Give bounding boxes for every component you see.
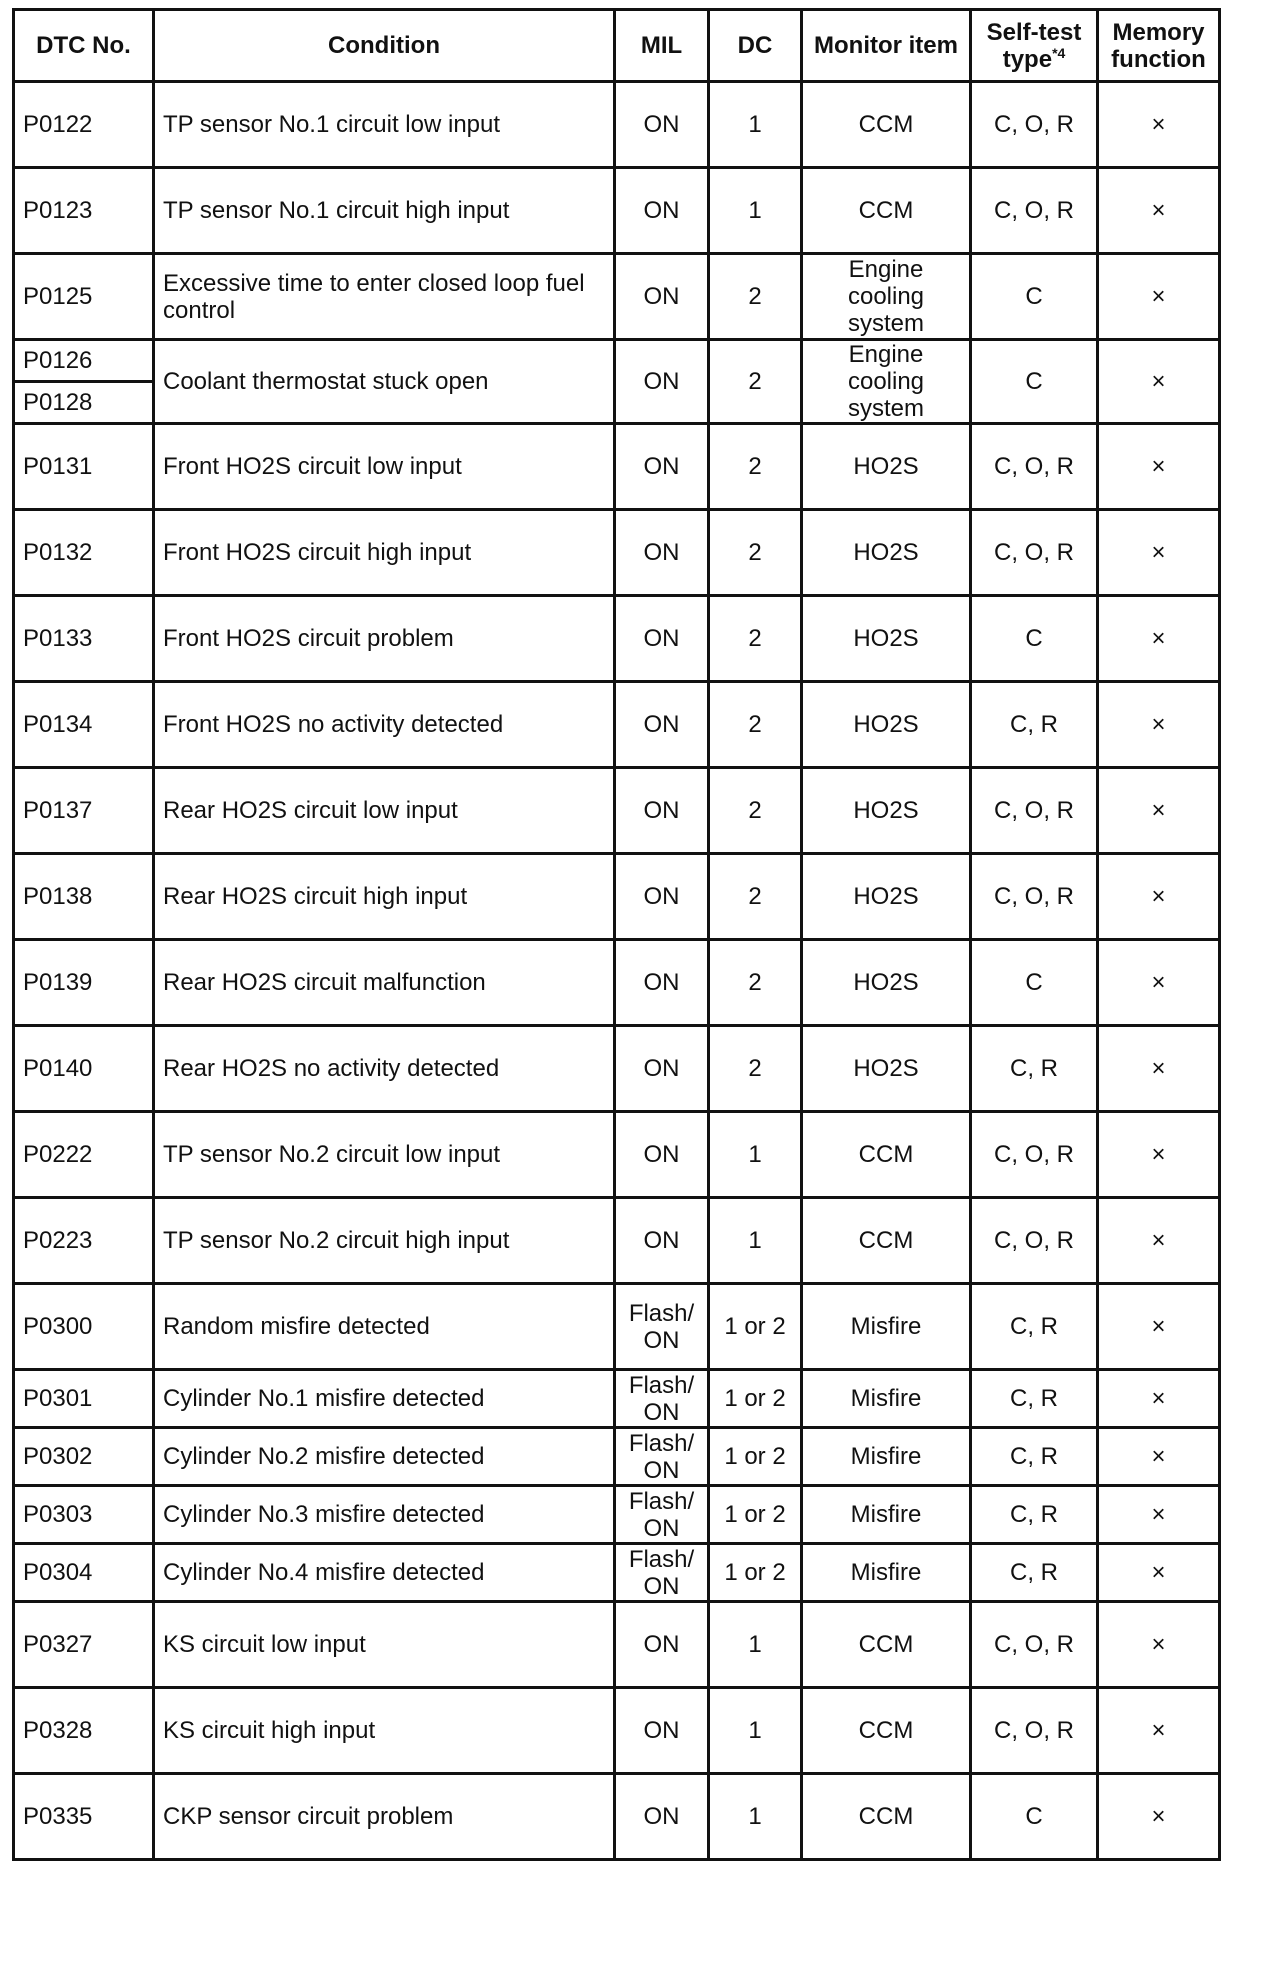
condition-cell: Front HO2S circuit low input	[154, 424, 615, 510]
mil-cell: Flash/ ON	[615, 1544, 709, 1602]
monitor-item-cell: HO2S	[802, 510, 971, 596]
memory-function-cell: ×	[1098, 1486, 1220, 1544]
memory-function-cell: ×	[1098, 1284, 1220, 1370]
self-test-cell: C, O, R	[971, 1602, 1098, 1688]
monitor-item-cell: Misfire	[802, 1428, 971, 1486]
memory-function-cell: ×	[1098, 82, 1220, 168]
dtc-code: P0122	[14, 82, 154, 168]
condition-cell: KS circuit high input	[154, 1688, 615, 1774]
dc-cell: 2	[709, 1026, 802, 1112]
memory-function-cell: ×	[1098, 1602, 1220, 1688]
dtc-code: P0222	[14, 1112, 154, 1198]
monitor-item-cell: Engine cooling system	[802, 340, 971, 424]
header-mil: MIL	[615, 10, 709, 82]
mil-cell: ON	[615, 940, 709, 1026]
table-row	[14, 1602, 1220, 1688]
self-test-cell: C, R	[971, 1544, 1098, 1602]
memory-function-cell: ×	[1098, 682, 1220, 768]
mil-cell: Flash/ ON	[615, 1486, 709, 1544]
mil-cell: ON	[615, 596, 709, 682]
monitor-item-cell: CCM	[802, 1774, 971, 1860]
dtc-code: P0300	[14, 1284, 154, 1370]
self-test-cell: C, O, R	[971, 82, 1098, 168]
monitor-item-cell: CCM	[802, 1112, 971, 1198]
memory-function-cell: ×	[1098, 340, 1220, 424]
condition-cell: TP sensor No.2 circuit high input	[154, 1198, 615, 1284]
condition-cell: Random misfire detected	[154, 1284, 615, 1370]
self-test-cell: C	[971, 340, 1098, 424]
mil-cell: ON	[615, 1774, 709, 1860]
self-test-cell: C	[971, 940, 1098, 1026]
table-row	[14, 424, 1220, 510]
memory-function-cell: ×	[1098, 1544, 1220, 1602]
dc-cell: 1 or 2	[709, 1428, 802, 1486]
table-row	[14, 682, 1220, 768]
dc-cell: 1	[709, 1688, 802, 1774]
table-row	[14, 1112, 1220, 1198]
header-memory-function: Memory function	[1098, 10, 1220, 82]
condition-cell: Coolant thermostat stuck open	[154, 340, 615, 424]
mil-cell: ON	[615, 168, 709, 254]
monitor-item-cell: HO2S	[802, 682, 971, 768]
dc-cell: 2	[709, 340, 802, 424]
header-row	[14, 10, 1220, 82]
dc-cell: 1	[709, 82, 802, 168]
self-test-cell: C, R	[971, 1284, 1098, 1370]
mil-cell: Flash/ ON	[615, 1428, 709, 1486]
memory-function-cell: ×	[1098, 596, 1220, 682]
monitor-item-cell: HO2S	[802, 424, 971, 510]
monitor-item-cell: CCM	[802, 1688, 971, 1774]
monitor-item-cell: CCM	[802, 82, 971, 168]
condition-cell: Rear HO2S circuit high input	[154, 854, 615, 940]
dc-cell: 2	[709, 510, 802, 596]
table-row	[14, 168, 1220, 254]
memory-function-cell: ×	[1098, 168, 1220, 254]
memory-function-cell: ×	[1098, 1688, 1220, 1774]
condition-cell: Front HO2S circuit high input	[154, 510, 615, 596]
self-test-cell: C, R	[971, 1026, 1098, 1112]
condition-cell: TP sensor No.1 circuit low input	[154, 82, 615, 168]
self-test-cell: C, O, R	[971, 168, 1098, 254]
memory-function-cell: ×	[1098, 510, 1220, 596]
dtc-code: P0328	[14, 1688, 154, 1774]
mil-cell: ON	[615, 510, 709, 596]
dtc-code: P0133	[14, 596, 154, 682]
self-test-cell: C, O, R	[971, 1198, 1098, 1284]
table-row	[14, 82, 1220, 168]
table-row	[14, 1026, 1220, 1112]
monitor-item-cell: HO2S	[802, 1026, 971, 1112]
dtc-code: P0134	[14, 682, 154, 768]
dc-cell: 1 or 2	[709, 1486, 802, 1544]
header-condition: Condition	[154, 10, 615, 82]
memory-function-cell: ×	[1098, 1198, 1220, 1284]
memory-function-cell: ×	[1098, 1026, 1220, 1112]
dc-cell: 2	[709, 424, 802, 510]
condition-cell: Rear HO2S circuit low input	[154, 768, 615, 854]
table-row	[14, 768, 1220, 854]
dtc-code: P0131	[14, 424, 154, 510]
dc-cell: 1	[709, 1602, 802, 1688]
monitor-item-cell: CCM	[802, 1198, 971, 1284]
monitor-item-cell: Misfire	[802, 1486, 971, 1544]
monitor-item-cell: Engine cooling system	[802, 254, 971, 340]
dc-cell: 1	[709, 1198, 802, 1284]
dtc-code: P0301	[14, 1370, 154, 1428]
table-row	[14, 340, 1220, 382]
memory-function-cell: ×	[1098, 1370, 1220, 1428]
dtc-code: P0125	[14, 254, 154, 340]
dc-cell: 2	[709, 596, 802, 682]
mil-cell: ON	[615, 1026, 709, 1112]
memory-function-cell: ×	[1098, 940, 1220, 1026]
memory-function-cell: ×	[1098, 768, 1220, 854]
monitor-item-cell: CCM	[802, 1602, 971, 1688]
table-row	[14, 854, 1220, 940]
condition-cell: Cylinder No.2 misfire detected	[154, 1428, 615, 1486]
monitor-item-cell: Misfire	[802, 1370, 971, 1428]
dtc-code: P0303	[14, 1486, 154, 1544]
self-test-cell: C, O, R	[971, 510, 1098, 596]
condition-cell: Front HO2S circuit problem	[154, 596, 615, 682]
dc-cell: 1 or 2	[709, 1370, 802, 1428]
condition-cell: Cylinder No.1 misfire detected	[154, 1370, 615, 1428]
table-row	[14, 1198, 1220, 1284]
table-row	[14, 1688, 1220, 1774]
monitor-item-cell: Misfire	[802, 1284, 971, 1370]
memory-function-cell: ×	[1098, 424, 1220, 510]
monitor-item-cell: HO2S	[802, 768, 971, 854]
mil-cell: Flash/ ON	[615, 1284, 709, 1370]
dc-cell: 1 or 2	[709, 1284, 802, 1370]
condition-cell: Rear HO2S circuit malfunction	[154, 940, 615, 1026]
mil-cell: ON	[615, 424, 709, 510]
dc-cell: 2	[709, 254, 802, 340]
self-test-cell: C, O, R	[971, 1688, 1098, 1774]
header-monitor-item: Monitor item	[802, 10, 971, 82]
self-test-footnote: *4	[1052, 44, 1066, 61]
header-self-test-type	[971, 10, 1098, 82]
self-test-cell: C, O, R	[971, 1112, 1098, 1198]
header-dc: DC	[709, 10, 802, 82]
dtc-code: P0123	[14, 168, 154, 254]
mil-cell: Flash/ ON	[615, 1370, 709, 1428]
self-test-cell: C, O, R	[971, 768, 1098, 854]
dc-cell: 1	[709, 1774, 802, 1860]
self-test-label: Self-test type	[986, 18, 1082, 73]
self-test-cell: C	[971, 254, 1098, 340]
condition-cell: Cylinder No.3 misfire detected	[154, 1486, 615, 1544]
self-test-cell: C	[971, 596, 1098, 682]
table-row	[14, 1774, 1220, 1860]
condition-cell: Excessive time to enter closed loop fuel control	[154, 254, 615, 340]
table-row	[14, 254, 1220, 340]
condition-cell: Rear HO2S no activity detected	[154, 1026, 615, 1112]
table-row	[14, 596, 1220, 682]
mil-cell: ON	[615, 768, 709, 854]
table-row	[14, 1544, 1220, 1602]
condition-cell: Cylinder No.4 misfire detected	[154, 1544, 615, 1602]
dtc-code: P0327	[14, 1602, 154, 1688]
mil-cell: ON	[615, 682, 709, 768]
table-row	[14, 940, 1220, 1026]
dc-cell: 1	[709, 168, 802, 254]
condition-cell: Front HO2S no activity detected	[154, 682, 615, 768]
mil-cell: ON	[615, 254, 709, 340]
condition-cell: KS circuit low input	[154, 1602, 615, 1688]
condition-cell: TP sensor No.2 circuit low input	[154, 1112, 615, 1198]
table-row	[14, 1486, 1220, 1544]
table-row	[14, 1370, 1220, 1428]
dtc-code: P0302	[14, 1428, 154, 1486]
self-test-cell: C, O, R	[971, 424, 1098, 510]
self-test-cell: C, R	[971, 1486, 1098, 1544]
dtc-code: P0132	[14, 510, 154, 596]
dc-cell: 1 or 2	[709, 1544, 802, 1602]
monitor-item-cell: Misfire	[802, 1544, 971, 1602]
dc-cell: 2	[709, 768, 802, 854]
condition-cell: TP sensor No.1 circuit high input	[154, 168, 615, 254]
mil-cell: ON	[615, 1198, 709, 1284]
memory-function-cell: ×	[1098, 1112, 1220, 1198]
dtc-table	[12, 8, 1221, 1861]
self-test-cell: C, R	[971, 1370, 1098, 1428]
dtc-code: P0128	[14, 382, 154, 424]
dc-cell: 2	[709, 854, 802, 940]
table-row	[14, 1284, 1220, 1370]
memory-function-cell: ×	[1098, 1428, 1220, 1486]
self-test-cell: C, O, R	[971, 854, 1098, 940]
mil-cell: ON	[615, 340, 709, 424]
mil-cell: ON	[615, 854, 709, 940]
mil-cell: ON	[615, 1602, 709, 1688]
dc-cell: 2	[709, 682, 802, 768]
self-test-cell: C, R	[971, 1428, 1098, 1486]
table-row	[14, 1428, 1220, 1486]
dc-cell: 2	[709, 940, 802, 1026]
dtc-code: P0139	[14, 940, 154, 1026]
dtc-code: P0137	[14, 768, 154, 854]
memory-function-cell: ×	[1098, 854, 1220, 940]
memory-function-cell: ×	[1098, 254, 1220, 340]
self-test-cell: C	[971, 1774, 1098, 1860]
dtc-code: P0138	[14, 854, 154, 940]
table-row	[14, 510, 1220, 596]
dtc-code: P0335	[14, 1774, 154, 1860]
dtc-code: P0140	[14, 1026, 154, 1112]
dtc-code: P0304	[14, 1544, 154, 1602]
header-dtc-no: DTC No.	[14, 10, 154, 82]
monitor-item-cell: HO2S	[802, 854, 971, 940]
self-test-cell: C, R	[971, 682, 1098, 768]
dtc-code: P0223	[14, 1198, 154, 1284]
mil-cell: ON	[615, 82, 709, 168]
dtc-code: P0126	[14, 340, 154, 382]
condition-cell: CKP sensor circuit problem	[154, 1774, 615, 1860]
table-body	[14, 82, 1220, 1860]
mil-cell: ON	[615, 1112, 709, 1198]
mil-cell: ON	[615, 1688, 709, 1774]
dc-cell: 1	[709, 1112, 802, 1198]
monitor-item-cell: HO2S	[802, 596, 971, 682]
monitor-item-cell: HO2S	[802, 940, 971, 1026]
monitor-item-cell: CCM	[802, 168, 971, 254]
memory-function-cell: ×	[1098, 1774, 1220, 1860]
